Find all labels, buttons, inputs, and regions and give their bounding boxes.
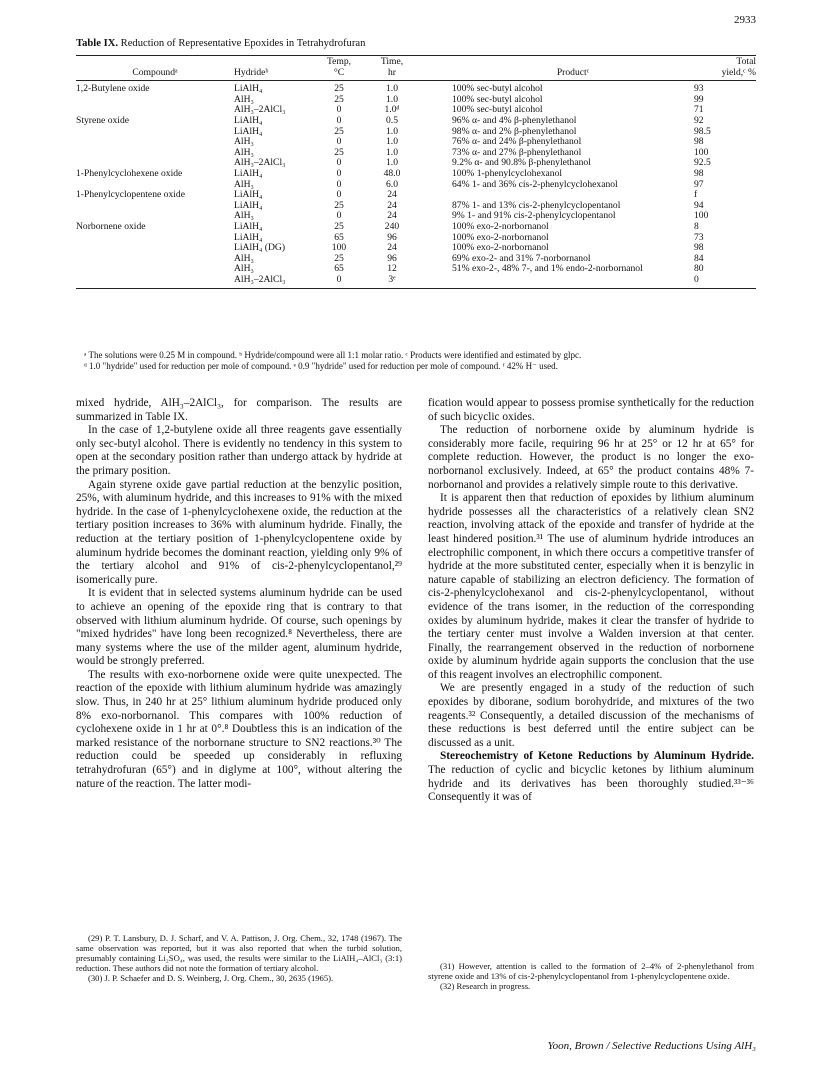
cell-hydride: AlH₃ bbox=[234, 252, 254, 264]
cell-time: 6.0 bbox=[386, 178, 398, 190]
cell-temp: 0 bbox=[336, 189, 342, 201]
cell-product: 87% 1- and 13% cis-2-phenylcyclopentanol bbox=[452, 199, 621, 211]
cell-hydride: AlH₃–2AlCl₃ bbox=[234, 157, 286, 169]
cell-time: 24 bbox=[387, 210, 397, 222]
cell-hydride: AlH₃ bbox=[234, 136, 254, 148]
paragraph: mixed hydride, AlH₃–2AlCl₃, for comparison. The results are summarized in Table IX. bbox=[76, 397, 402, 423]
cell-time: 1.0 bbox=[386, 146, 398, 158]
table-row bbox=[76, 211, 756, 222]
cell-product bbox=[424, 275, 694, 289]
cell-temp: 0 bbox=[336, 114, 342, 126]
cell-yield: 98 bbox=[694, 136, 704, 148]
table-row bbox=[76, 116, 756, 127]
cell-time: 1.0 bbox=[386, 157, 398, 169]
cell-compound: 1-Phenylcyclopentene oxide bbox=[76, 189, 185, 201]
cell-yield: 8 bbox=[694, 220, 699, 232]
cell-product: 98% α- and 2% β-phenylethanol bbox=[452, 125, 577, 137]
cell-hydride: LiAlH₄ bbox=[234, 167, 263, 179]
cell-temp: 0 bbox=[336, 157, 342, 169]
table-row bbox=[76, 222, 756, 233]
cell-hydride: AlH₃–2AlCl₃ bbox=[234, 104, 286, 116]
cell-compound bbox=[76, 127, 234, 138]
table-row bbox=[76, 190, 756, 201]
cell-yield: 92 bbox=[694, 114, 704, 126]
cell-yield: 73 bbox=[694, 231, 704, 243]
section-heading: Stereochemistry of Ketone Reductions by Aluminum Hydride. bbox=[440, 750, 754, 763]
header-product: Productᶜ bbox=[556, 66, 590, 78]
cell-compound bbox=[76, 233, 234, 244]
cell-compound bbox=[76, 201, 234, 212]
table-row bbox=[76, 148, 756, 159]
reference: (32) Research in progress. bbox=[440, 981, 531, 991]
cell-temp: 25 bbox=[334, 93, 344, 105]
cell-hydride: LiAlH₄ bbox=[234, 220, 263, 232]
cell-hydride: LiAlH₄ bbox=[234, 114, 263, 126]
cell-compound: Norbornene oxide bbox=[76, 220, 146, 232]
cell-compound bbox=[76, 137, 234, 148]
table-row bbox=[76, 81, 756, 95]
cell-yield: 98 bbox=[694, 242, 704, 254]
paragraph: It is apparent then that reduction of epoxides by lithium aluminum hydride possesses all the characteristics of a relatively clean SN2 reaction, involving attack of the epoxide and transfer of hydride at the least hindered position.³¹ The use of aluminum hydride introduces an electrophilic component, in which there occurs a competitive transfer of hydride at the more substituted center, especially when it is benzylic in nature capable of stabilizing an electron deficiency. The formation of cis-2-phenylcyclohexanol and cis-2-phenylcyclopentanol, without evidence of the trans isomer, in the reduction of the corresponding oxides by aluminum hydride, makes it clear the transfer of hydride to the tertiary center must involve a Walden inversion at that center. Finally, the rearrangement observed in the reduction of norbornene oxide by aluminum hydride again supports the conclusion that the use of this reagent involves an electrophilic component. bbox=[428, 492, 754, 681]
cell-time: 240 bbox=[384, 220, 400, 232]
right-text-column bbox=[428, 397, 754, 805]
cell-temp: 100 bbox=[331, 242, 347, 254]
cell-compound bbox=[76, 95, 234, 106]
cell-yield: 71 bbox=[694, 104, 704, 116]
cell-product: 96% α- and 4% β-phenylethanol bbox=[452, 114, 577, 126]
paragraph: It is evident that in selected systems aluminum hydride can be used to achieve an opening of the epoxide ring that is contrary to that observed with lithium aluminum hydride. Of course, such openings by "mixed hydrides" have long been recognized.⁸ Nevertheless, there are many systems where the use of the milder agent, aluminum hydride, would be strongly preferred. bbox=[76, 587, 402, 668]
table-row bbox=[76, 201, 756, 212]
cell-product: 100% exo-2-norbornanol bbox=[452, 231, 549, 243]
epoxide-reduction-table bbox=[76, 55, 756, 289]
cell-yield: f bbox=[694, 189, 698, 201]
paragraph: We are presently engaged in a study of the reduction of such epoxides by diborane, sodium borohydride, and mixtures of the two reagents.³² Consequently, a detailed discussion of the mechanisms of these reductions is best deferred until the entire subject can be discussed as a unit. bbox=[428, 682, 754, 749]
cell-yield: 84 bbox=[694, 252, 704, 264]
cell-hydride: AlH₃ bbox=[234, 210, 254, 222]
cell-compound bbox=[76, 275, 234, 289]
table-header-row bbox=[76, 56, 756, 81]
table-footnote-line: ᵃ The solutions were 0.25 M in compound. ᵇ Hydride/compound were all 1:1 molar ratio. ᶜ Products were identified and estimated by glpc. bbox=[84, 350, 582, 360]
cell-temp: 25 bbox=[334, 199, 344, 211]
running-footer: Yoon, Brown / Selective Reductions Using AlH₃ bbox=[547, 1040, 756, 1052]
cell-temp: 65 bbox=[334, 231, 344, 243]
cell-product: 73% α- and 27% β-phenylethanol bbox=[452, 146, 582, 158]
cell-hydride: LiAlH₄ (DG) bbox=[234, 242, 286, 254]
header-temp: Temp, °C bbox=[326, 56, 352, 78]
cell-temp: 0 bbox=[336, 104, 342, 116]
cell-compound bbox=[76, 254, 234, 265]
cell-yield: 97 bbox=[694, 178, 704, 190]
cell-temp: 25 bbox=[334, 125, 344, 137]
table-row bbox=[76, 275, 756, 289]
cell-product: 100% 1-phenylcyclohexanol bbox=[452, 167, 563, 179]
cell-product: 100% sec-butyl alcohol bbox=[452, 104, 543, 116]
cell-compound bbox=[76, 243, 234, 254]
cell-hydride: AlH₃ bbox=[234, 178, 254, 190]
table-footnotes bbox=[84, 350, 764, 372]
table-row bbox=[76, 243, 756, 254]
table-row bbox=[76, 105, 756, 116]
reference: (31) However, attention is called to the formation of 2–4% of 2-phenylethanol from styrene oxide and 13% of cis-2-phenylcyclopentanol from 1-phenylcyclopentene oxide. bbox=[428, 961, 754, 981]
reference: (30) J. P. Schaefer and D. S. Weinberg, J. Org. Chem., 30, 2635 (1965). bbox=[88, 973, 334, 983]
cell-compound bbox=[76, 148, 234, 159]
cell-hydride: AlH₃ bbox=[234, 146, 254, 158]
cell-temp: 25 bbox=[334, 252, 344, 264]
header-time: Time, hr bbox=[380, 56, 404, 78]
cell-hydride: AlH₃ bbox=[234, 263, 254, 275]
cell-product: 100% exo-2-norbornanol bbox=[452, 242, 549, 254]
cell-yield: 100 bbox=[694, 146, 709, 158]
cell-hydride: LiAlH₄ bbox=[234, 231, 263, 243]
cell-product: 100% exo-2-norbornanol bbox=[452, 220, 549, 232]
references-right bbox=[428, 961, 754, 991]
cell-yield: 93 bbox=[694, 83, 704, 95]
header-hydride: Hydrideᵇ bbox=[234, 66, 269, 78]
cell-temp: 0 bbox=[336, 167, 342, 179]
table-row bbox=[76, 137, 756, 148]
paragraph: In the case of 1,2-butylene oxide all three reagents gave essentially only sec-butyl alcohol. There is evidently no tendency in this system to open at the secondary position rather than undergo attack by hydride at the primary position. bbox=[76, 424, 402, 477]
cell-compound bbox=[76, 264, 234, 275]
cell-product: 76% α- and 24% β-phenylethanol bbox=[452, 136, 582, 148]
cell-time: 1.0ᵈ bbox=[384, 104, 400, 116]
cell-time: 24 bbox=[387, 242, 397, 254]
cell-time: 96 bbox=[387, 231, 397, 243]
paragraph: fication would appear to possess promise synthetically for the reduction of such bicyclic oxides. bbox=[428, 397, 754, 423]
cell-hydride: AlH₃ bbox=[234, 93, 254, 105]
cell-time: 24 bbox=[387, 199, 397, 211]
cell-yield: 80 bbox=[694, 263, 704, 275]
page-number: 2933 bbox=[734, 14, 756, 26]
paragraph: Again styrene oxide gave partial reduction at the benzylic position, 25%, with aluminum hydride, and this increases to 91% with the mixed hydride. In the case of 1-phenylcyclohexene oxide, the reduction at the tertiary position increases to 36% with aluminum hydride. Finally, the reduction at the tertiary position of 1-phenylcyclopentene oxide by aluminum hydride becomes the dominant reaction, yielding only 9% of the tertiary alcohol and 91% of cis-2-phenylcyclopentanol,²⁹ isomerically pure. bbox=[76, 478, 402, 586]
cell-time: 48.0 bbox=[383, 167, 401, 179]
table-row bbox=[76, 169, 756, 180]
table-row bbox=[76, 127, 756, 138]
table-row bbox=[76, 264, 756, 275]
table-row bbox=[76, 95, 756, 106]
cell-yield: 94 bbox=[694, 199, 704, 211]
cell-time: 96 bbox=[387, 252, 397, 264]
reference: (29) P. T. Lansbury, D. J. Scharf, and V. A. Pattison, J. Org. Chem., 32, 1748 (1967). The same observation was reported, but it was also reported that when the turbid solution, presumably containing Li₂SO₄, was used, the results were similar to the LiAlH₄–AlCl₃ (3:1) reduction. These authors did not note the formation of tertiary alcohol. bbox=[76, 933, 402, 973]
table-row bbox=[76, 233, 756, 244]
cell-product: 9% 1- and 91% cis-2-phenylcyclopentanol bbox=[452, 210, 616, 222]
cell-time: 12 bbox=[387, 263, 397, 275]
cell-temp: 0 bbox=[336, 178, 342, 190]
table-row bbox=[76, 254, 756, 265]
cell-product: 100% sec-butyl alcohol bbox=[452, 93, 543, 105]
cell-yield: 100 bbox=[694, 210, 709, 222]
cell-product: 64% 1- and 36% cis-2-phenylcyclohexanol bbox=[452, 178, 618, 190]
cell-time: 1.0 bbox=[386, 136, 398, 148]
references-left bbox=[76, 933, 402, 983]
cell-temp: 25 bbox=[334, 146, 344, 158]
cell-compound: 1,2-Butylene oxide bbox=[76, 83, 150, 95]
cell-temp: 0 bbox=[336, 273, 342, 285]
cell-yield: 98 bbox=[694, 167, 704, 179]
cell-product: 9.2% α- and 90.8% β-phenylethanol bbox=[452, 157, 591, 169]
cell-yield: 0 bbox=[694, 273, 699, 285]
cell-temp: 0 bbox=[336, 136, 342, 148]
cell-temp: 25 bbox=[334, 83, 344, 95]
table-caption bbox=[76, 38, 365, 49]
cell-time: 3ᵉ bbox=[388, 273, 396, 285]
cell-compound: Styrene oxide bbox=[76, 114, 130, 126]
left-text-column bbox=[76, 397, 402, 791]
header-compound: Compoundᵃ bbox=[132, 66, 178, 78]
cell-hydride: LiAlH₄ bbox=[234, 189, 263, 201]
header-yield: Total yield,ᶜ % bbox=[721, 56, 756, 78]
cell-product: 69% exo-2- and 31% 7-norbornanol bbox=[452, 252, 591, 264]
cell-yield: 92.5 bbox=[694, 157, 711, 169]
cell-product: 100% sec-butyl alcohol bbox=[452, 83, 543, 95]
cell-time: 0.5 bbox=[386, 114, 398, 126]
cell-compound: 1-Phenylcyclohexene oxide bbox=[76, 167, 183, 179]
table-footnote-line: ᵈ 1.0 "hydride" used for reduction per mole of compound. ᵉ 0.9 "hydride" used for reduction per mole of compound. ᶠ 42% H⁻ used. bbox=[84, 361, 558, 371]
cell-hydride: AlH₃–2AlCl₃ bbox=[234, 273, 286, 285]
cell-product: 51% exo-2-, 48% 7-, and 1% endo-2-norbornanol bbox=[452, 263, 643, 275]
section-paragraph bbox=[428, 750, 754, 804]
paragraph: The reduction of norbornene oxide by aluminum hydride is considerably more facile, requiring 96 hr at 25° or 12 hr at 65° for complete reduction. However, the product is no longer the exo-norbornanol exclusively. Indeed, at 65° the product contains 48% 7-norbornanol and provides a relatively simple route to this derivative. bbox=[428, 424, 754, 491]
cell-temp: 25 bbox=[334, 220, 344, 232]
cell-time: 1.0 bbox=[386, 125, 398, 137]
cell-time: 1.0 bbox=[386, 83, 398, 95]
cell-hydride: LiAlH₄ bbox=[234, 83, 263, 95]
cell-time: 24 bbox=[387, 189, 397, 201]
cell-temp: 0 bbox=[336, 210, 342, 222]
cell-hydride: LiAlH₄ bbox=[234, 199, 263, 211]
table-caption-text: Reduction of Representative Epoxides in Tetrahydrofuran bbox=[120, 38, 366, 49]
cell-hydride: LiAlH₄ bbox=[234, 125, 263, 137]
cell-yield: 98.5 bbox=[694, 125, 711, 137]
cell-time: 1.0 bbox=[386, 93, 398, 105]
paragraph: The results with exo-norbornene oxide were quite unexpected. The reaction of the epoxide with lithium aluminum hydride was amazingly slow. Thus, in 240 hr at 25° lithium aluminum hydride produced only 8% exo-norbornanol. This compares with 100% reduction of cyclohexene oxide in 1 hr at 0°.⁸ Doubtless this is an indication of the marked resistance of the norbornane structure to SN2 reactions.³⁰ The reduction could be speeded up considerably in refluxing tetrahydrofuran (65°) and in diglyme at 100°, without altering the nature of the reaction. The latter modi- bbox=[76, 668, 402, 790]
table-caption-label: Table IX. bbox=[76, 38, 118, 49]
section-text: The reduction of cyclic and bicyclic ketones by lithium aluminum hydride and its derivatives has been thoroughly studied.³³⁻³⁶ Consequently it was of bbox=[428, 764, 754, 804]
cell-temp: 65 bbox=[334, 263, 344, 275]
cell-yield: 99 bbox=[694, 93, 704, 105]
